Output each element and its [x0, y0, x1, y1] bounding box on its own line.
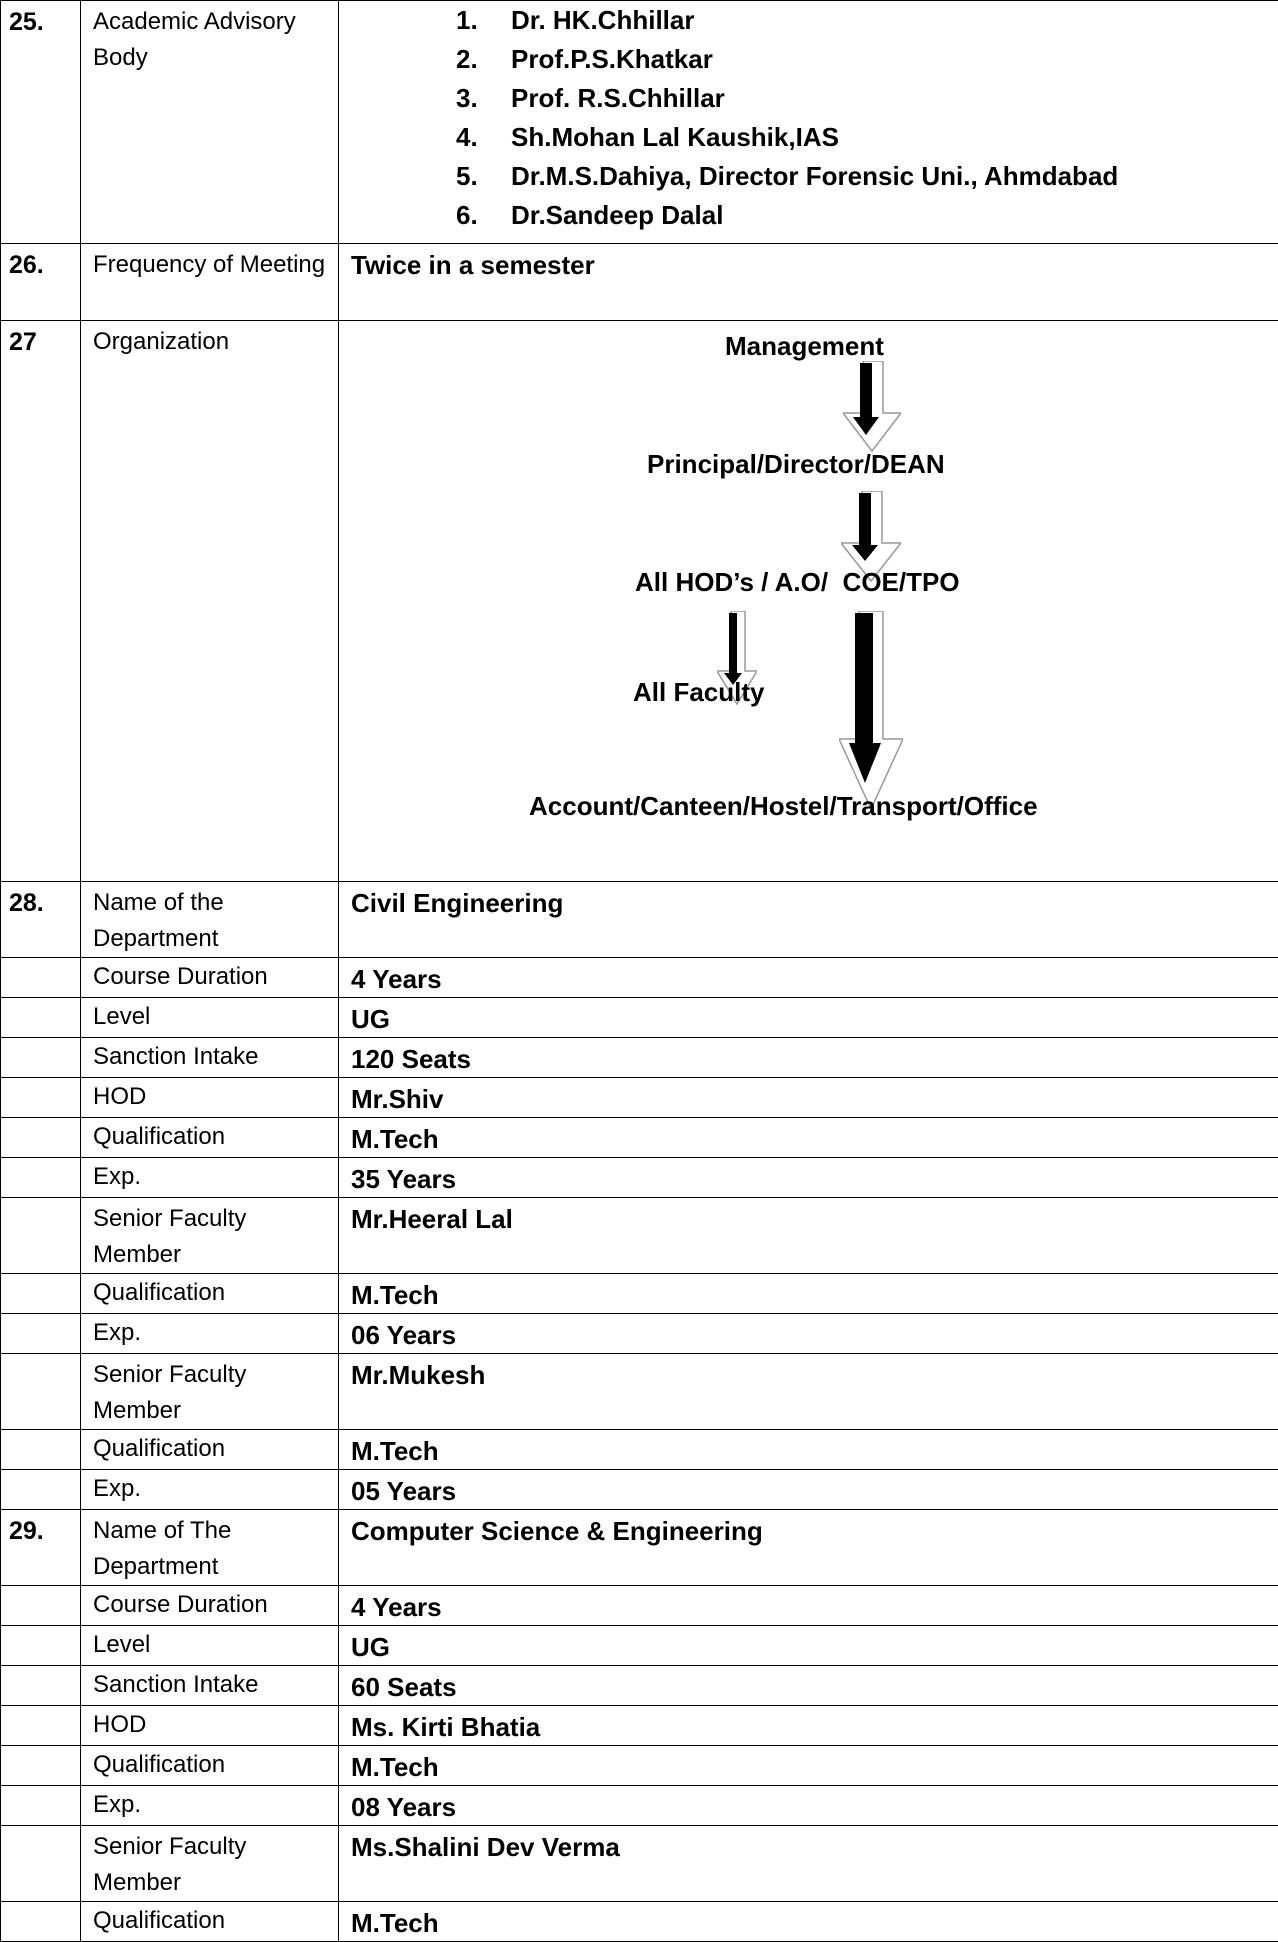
row-number: [1, 1274, 81, 1314]
row-label: Exp.: [81, 1314, 339, 1354]
row-number: [1, 1626, 81, 1666]
row-label: Level: [81, 1626, 339, 1666]
table-row: [1, 998, 1278, 1038]
table-row: [1, 1510, 1278, 1586]
row-label: Senior Faculty Member: [81, 1826, 339, 1902]
table-row: [1, 1314, 1278, 1354]
row-value: 4 Years: [339, 1586, 1278, 1626]
row-number: [1, 1586, 81, 1626]
row-value: 05 Years: [339, 1470, 1278, 1510]
table-row: [1, 1706, 1278, 1746]
row-value: Mr.Shiv: [339, 1078, 1278, 1118]
list-item: 2. Prof.P.S.Khatkar: [351, 40, 1276, 79]
table-row: [1, 958, 1278, 998]
row-number: [1, 1198, 81, 1274]
row-label: Exp.: [81, 1158, 339, 1198]
table-row: [1, 1078, 1278, 1118]
arrow-down-icon: [843, 361, 901, 453]
row-label: Frequency of Meeting: [81, 244, 339, 321]
table-row: [1, 1666, 1278, 1706]
row-value: Twice in a semester: [339, 244, 1278, 321]
row-number: [1, 1430, 81, 1470]
row-label: Name of the Department: [81, 882, 339, 958]
row-number: [1, 958, 81, 998]
row-label: Sanction Intake: [81, 1038, 339, 1078]
row-number: [1, 998, 81, 1038]
row-value: Computer Science & Engineering: [339, 1510, 1278, 1586]
row-number: 25.: [1, 1, 81, 244]
org-node-support: Account/Canteen/Hostel/Transport/Office: [529, 791, 1038, 821]
row-number: [1, 1902, 81, 1942]
row-value: M.Tech: [339, 1118, 1278, 1158]
row-label: HOD: [81, 1078, 339, 1118]
list-item: 4. Sh.Mohan Lal Kaushik,IAS: [351, 118, 1276, 157]
row-number: 28.: [1, 882, 81, 958]
row-number: [1, 1158, 81, 1198]
row-number: [1, 1314, 81, 1354]
row-label: Course Duration: [81, 958, 339, 998]
table-row: [1, 1586, 1278, 1626]
row-value: M.Tech: [339, 1430, 1278, 1470]
row-value: Ms. Kirti Bhatia: [339, 1706, 1278, 1746]
org-node-management: Management: [725, 331, 884, 361]
org-node-faculty: All Faculty: [633, 677, 764, 707]
row-academic-advisory: [1, 1, 1278, 244]
org-node-principal: Principal/Director/DEAN: [647, 449, 945, 479]
row-label: Senior Faculty Member: [81, 1198, 339, 1274]
row-number: [1, 1746, 81, 1786]
row-number: [1, 1666, 81, 1706]
row-label: Name of The Department: [81, 1510, 339, 1586]
row-label: Course Duration: [81, 1586, 339, 1626]
table-row: [1, 1274, 1278, 1314]
org-node-hods: All HOD’s / A.O/ COE/TPO: [635, 567, 960, 597]
row-label: Qualification: [81, 1902, 339, 1942]
table-row: [1, 1826, 1278, 1902]
row-label: Academic Advisory Body: [81, 1, 339, 244]
row-number: [1, 1826, 81, 1902]
row-number: [1, 1786, 81, 1826]
row-value: M.Tech: [339, 1274, 1278, 1314]
table-row: [1, 1158, 1278, 1198]
row-value: Mr.Heeral Lal: [339, 1198, 1278, 1274]
row-value: UG: [339, 998, 1278, 1038]
row-number: [1, 1038, 81, 1078]
row-label: HOD: [81, 1706, 339, 1746]
row-number: 27: [1, 321, 81, 882]
row-label: Exp.: [81, 1470, 339, 1510]
row-label: Senior Faculty Member: [81, 1354, 339, 1430]
row-number: [1, 1470, 81, 1510]
table-row: [1, 1626, 1278, 1666]
org-chart-cell: [339, 321, 1278, 882]
row-value: Mr.Mukesh: [339, 1354, 1278, 1430]
row-label: Qualification: [81, 1430, 339, 1470]
row-value: 06 Years: [339, 1314, 1278, 1354]
table-row: [1, 1038, 1278, 1078]
advisory-members: [339, 1, 1278, 244]
row-label: Qualification: [81, 1274, 339, 1314]
row-value: 120 Seats: [339, 1038, 1278, 1078]
row-number: [1, 1118, 81, 1158]
row-label: Level: [81, 998, 339, 1038]
table-row: [1, 1118, 1278, 1158]
row-value: 60 Seats: [339, 1666, 1278, 1706]
advisory-list: [351, 1, 1276, 235]
table-row: [1, 1354, 1278, 1430]
list-item: 3. Prof. R.S.Chhillar: [351, 79, 1276, 118]
row-number: 26.: [1, 244, 81, 321]
list-item: 6. Dr.Sandeep Dalal: [351, 196, 1276, 235]
row-value: Civil Engineering: [339, 882, 1278, 958]
org-chart: [339, 321, 1278, 881]
row-label: Qualification: [81, 1746, 339, 1786]
row-label: Exp.: [81, 1786, 339, 1826]
row-number: 29.: [1, 1510, 81, 1586]
row-value: 08 Years: [339, 1786, 1278, 1826]
row-label: Sanction Intake: [81, 1666, 339, 1706]
row-label: Qualification: [81, 1118, 339, 1158]
row-value: M.Tech: [339, 1746, 1278, 1786]
row-organization: [1, 321, 1278, 882]
table-row: [1, 1470, 1278, 1510]
row-value: M.Tech: [339, 1902, 1278, 1942]
row-number: [1, 1078, 81, 1118]
table-row: [1, 1786, 1278, 1826]
row-frequency-of-meeting: [1, 244, 1278, 321]
table-row: [1, 1198, 1278, 1274]
table-row: [1, 1430, 1278, 1470]
row-value: UG: [339, 1626, 1278, 1666]
list-item: 5. Dr.M.S.Dahiya, Director Forensic Uni., Ahmdabad: [351, 157, 1276, 196]
row-value: 4 Years: [339, 958, 1278, 998]
list-item: 1. Dr. HK.Chhillar: [351, 1, 1276, 40]
row-number: [1, 1354, 81, 1430]
row-number: [1, 1706, 81, 1746]
table-row: [1, 1746, 1278, 1786]
row-label: Organization: [81, 321, 339, 882]
table-row: [1, 882, 1278, 958]
row-value: 35 Years: [339, 1158, 1278, 1198]
arrow-down-icon: [839, 611, 903, 811]
row-value: Ms.Shalini Dev Verma: [339, 1826, 1278, 1902]
table-row: [1, 1902, 1278, 1942]
